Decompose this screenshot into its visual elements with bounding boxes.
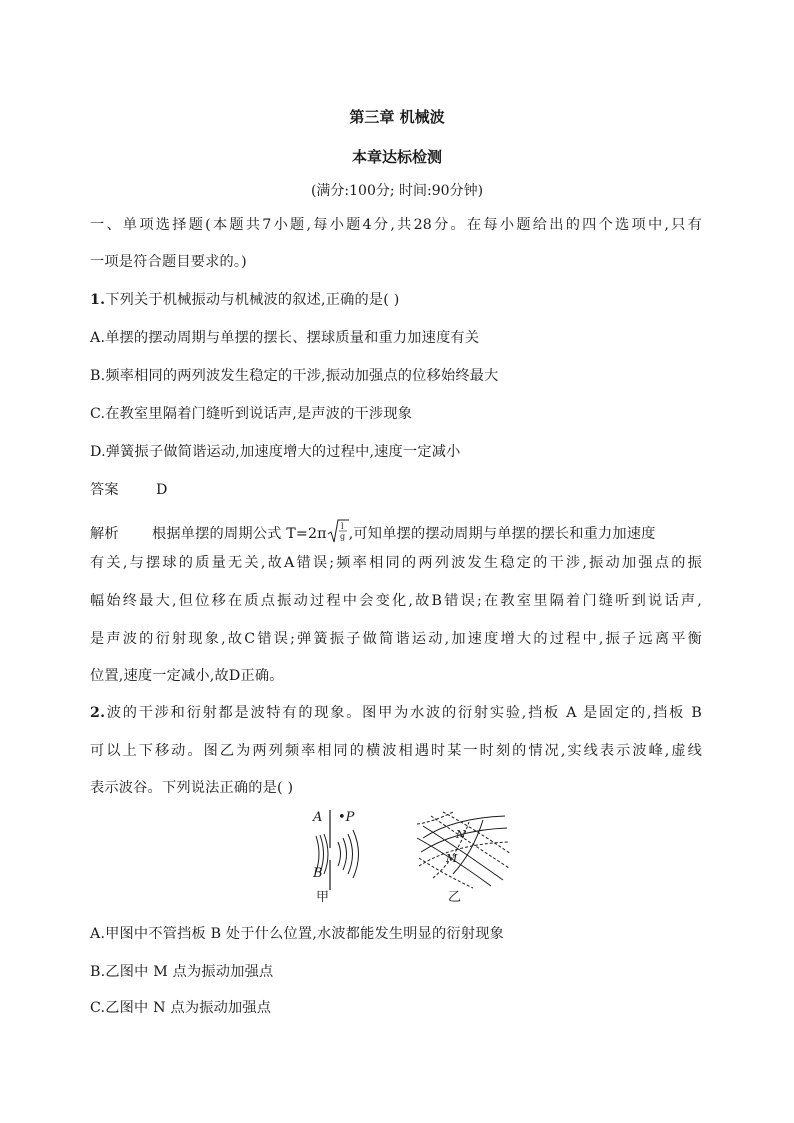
question-2-text-line1: 波的干涉和衍射都是波特有的现象。图甲为水波的衍射实验,挡板 A 是固定的,挡板 B [105, 705, 702, 721]
question-2-option-a: A.甲图中不管挡板 B 处于什么位置,水波都能发生明显的衍射现象 [90, 926, 504, 942]
exam-meta: (满分:100分; 时间:90分钟) [310, 183, 484, 199]
question-1-option-b: B.频率相同的两列波发生稳定的干涉,振动加强点的位移始终最大 [90, 368, 499, 384]
formula-denominator: g [339, 532, 346, 541]
formula-numerator: l [340, 522, 344, 531]
answer-label: 答案 [90, 482, 119, 498]
sqrt-sign-icon [327, 518, 349, 544]
figure-interference [413, 808, 513, 890]
question-2-option-c: C.乙图中 N 点为振动加强点 [90, 1000, 272, 1016]
label-point-m: M [446, 852, 458, 865]
question-1-stem [90, 290, 702, 310]
question-2-number: 2. [90, 705, 106, 721]
question-1-option-c: C.在教室里隔着门缝听到说话声,是声波的干涉现象 [90, 406, 413, 422]
chapter-title: 第三章 机械波 [349, 108, 445, 126]
answer-value: D [156, 482, 168, 498]
question-1-number: 1. [90, 292, 106, 308]
question-1-analysis-line2: 有关,与摆球的质量无关,故A错误;频率相同的两列波发生稳定的干涉,振动加强点的振 [90, 555, 702, 571]
section-instructions-line1: 一、单项选择题(本题共7小题,每小题4分,共28分。在每小题给出的四个选项中,只有 [90, 217, 702, 233]
question-2-option-b: B.乙图中 M 点为振动加强点 [90, 964, 274, 980]
question-2-stem-line1 [90, 694, 702, 732]
analysis-lead: 根据单摆的周期公式 T=2π [152, 526, 327, 542]
question-1-analysis-line5: 位置,速度一定减小,故D正确。 [90, 668, 284, 684]
question-1-analysis-line3: 幅始终最大,但位移在质点振动过程中会变化,故B错误;在教室里隔着门缝听到说话声, [90, 593, 702, 609]
question-1-analysis-first-line [90, 512, 702, 544]
figure-caption-yi: 乙 [448, 890, 462, 905]
figure-caption-jia: 甲 [316, 890, 330, 905]
question-1-answer [90, 480, 702, 500]
section-instructions-line2: 一项是符合题目要求的。) [90, 254, 247, 270]
label-point-p: •P [338, 810, 355, 825]
question-2-stem-line2: 可以上下移动。图乙为两列频率相同的横波相遇时某一时刻的情况,实线表示波峰,虚线 [90, 743, 702, 759]
label-baffle-b: B [313, 866, 323, 881]
question-2-stem-line3: 表示波谷。下列说法正确的是( ) [90, 780, 294, 796]
question-1-text: 下列关于机械振动与机械波的叙述,正确的是( ) [105, 292, 400, 308]
label-point-n: N [456, 828, 466, 841]
question-1-analysis-line4: 是声波的衍射现象,故C错误;弹簧振子做简谐运动,加速度增大的过程中,振子远离平衡 [90, 631, 702, 647]
question-1-option-d: D.弹簧振子做简谐运动,加速度增大的过程中,速度一定减小 [90, 444, 461, 460]
label-baffle-a: A [313, 810, 323, 825]
analysis-label: 解析 [90, 526, 119, 542]
analysis-tail: ,可知单摆的摆动周期与单摆的摆长和重力加速度 [348, 526, 656, 542]
sqrt-formula [327, 512, 349, 544]
question-1-option-a: A.单摆的摆动周期与单摆的摆长、摆球质量和重力加速度有关 [90, 330, 480, 346]
section-subtitle: 本章达标检测 [351, 148, 442, 166]
